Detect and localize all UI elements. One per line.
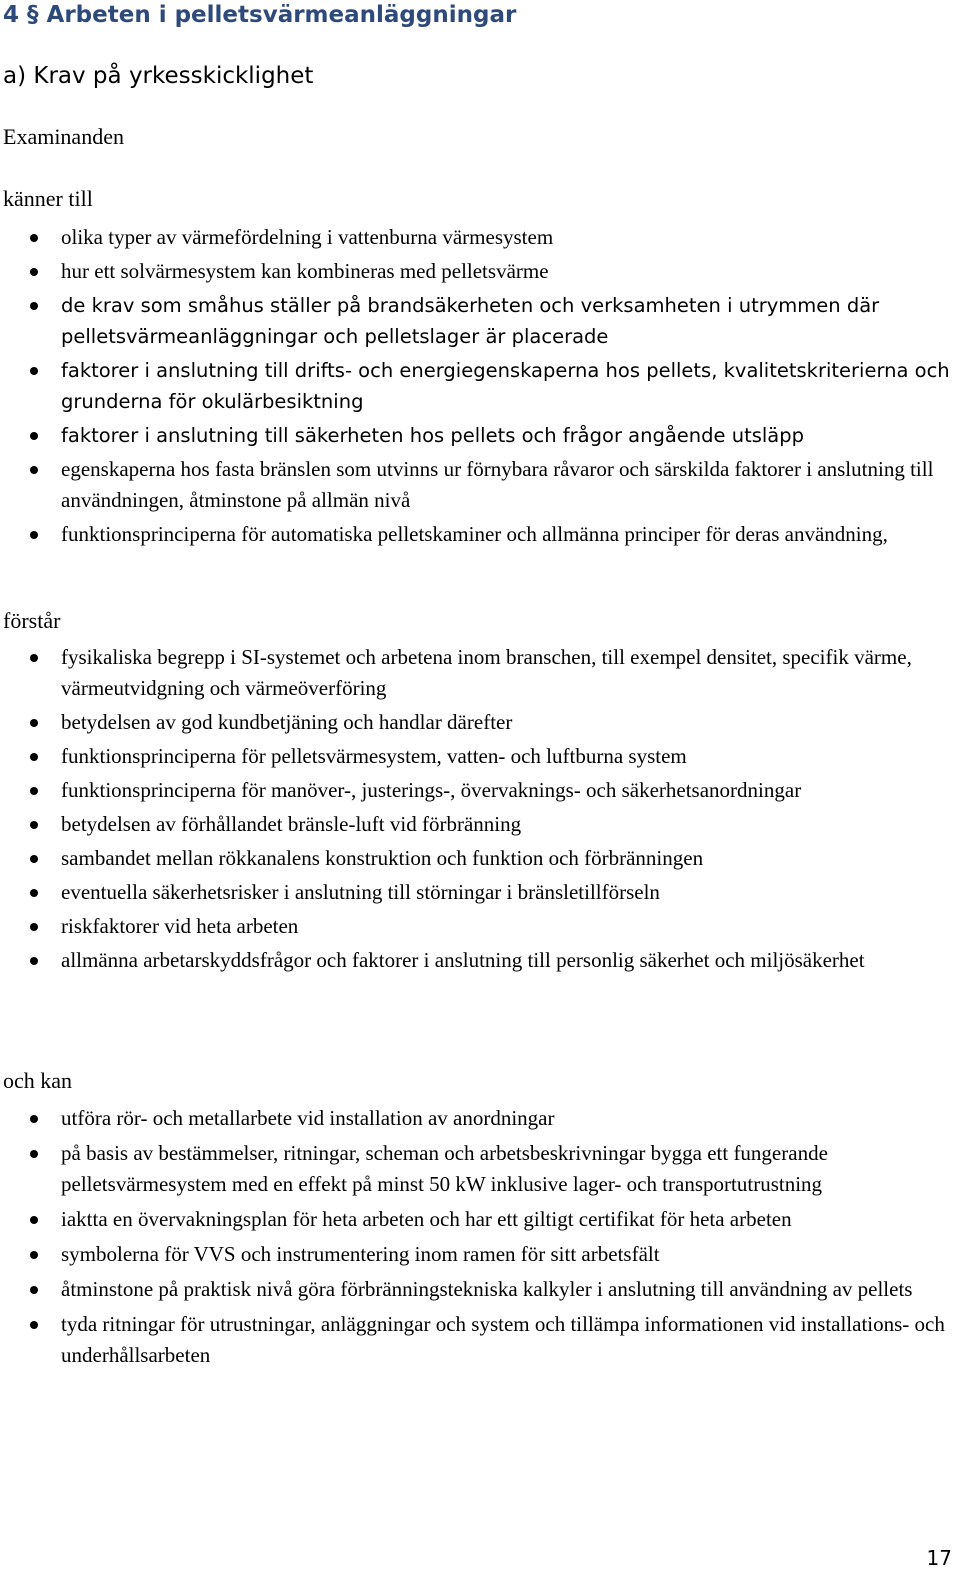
list-item: faktorer i anslutning till drifts- och energiegenskaperna hos pellets, kvalitetskriterierna och grunderna för okulärbesiktning	[0, 355, 960, 417]
list-item: faktorer i anslutning till säkerheten hos pellets och frågor angående utsläpp	[0, 420, 960, 451]
list-item: på basis av bestämmelser, ritningar, scheman och arbetsbeskrivningar bygga ett fungerande pelletsvärmesystem med en effekt på minst 50 kW inklusive lager- och transportutrustning	[0, 1138, 960, 1200]
bullet-list-kanner-till	[0, 222, 960, 553]
list-item: de krav som småhus ställer på brandsäkerheten och verksamheten i utrymmen där pelletsvärmeanläggningar och pelletslager är placerade	[0, 290, 960, 352]
list-item: iaktta en övervakningsplan för heta arbeten och har ett giltigt certifikat för heta arbeten	[0, 1204, 960, 1235]
list-item: funktionsprinciperna för automatiska pelletskaminer och allmänna principer för deras användning,	[0, 519, 960, 550]
list-item: utföra rör- och metallarbete vid installation av anordningar	[0, 1103, 960, 1134]
list-item: riskfaktorer vid heta arbeten	[0, 911, 960, 942]
list-item: betydelsen av förhållandet bränsle-luft vid förbränning	[0, 809, 960, 840]
group-label-kanner-till: känner till	[3, 186, 93, 211]
list-item: fysikaliska begrepp i SI-systemet och arbetena inom branschen, till exempel densitet, specifik värme, värmeutvidgning och värmeöverföring	[0, 642, 960, 704]
list-item: betydelsen av god kundbetjäning och handlar därefter	[0, 707, 960, 738]
bullet-list-forstar	[0, 642, 960, 979]
list-item: symbolerna för VVS och instrumentering inom ramen för sitt arbetsfält	[0, 1239, 960, 1270]
list-item: åtminstone på praktisk nivå göra förbränningstekniska kalkyler i anslutning till användning av pellets	[0, 1274, 960, 1305]
bullet-list-och-kan	[0, 1103, 960, 1375]
list-item: hur ett solvärmesystem kan kombineras med pelletsvärme	[0, 256, 960, 287]
list-item: olika typer av värmefördelning i vattenburna värmesystem	[0, 222, 960, 253]
section-heading: 4 § Arbeten i pelletsvärmeanläggningar	[3, 2, 517, 28]
page-number: 17	[926, 1546, 952, 1570]
list-item: funktionsprinciperna för pelletsvärmesystem, vatten- och luftburna system	[0, 741, 960, 772]
subsection-heading: a) Krav på yrkesskicklighet	[3, 63, 314, 89]
group-label-forstar: förstår	[3, 608, 61, 633]
group-label-och-kan: och kan	[3, 1068, 73, 1093]
list-item: tyda ritningar för utrustningar, anläggningar och system och tillämpa informationen vid installations- och underhållsarbeten	[0, 1309, 960, 1371]
intro-text: Examinanden	[3, 124, 124, 149]
list-item: sambandet mellan rökkanalens konstruktion och funktion och förbränningen	[0, 843, 960, 874]
list-item: egenskaperna hos fasta bränslen som utvinns ur förnybara råvaror och särskilda faktorer i anslutning till användningen, åtminstone på allmän nivå	[0, 454, 960, 516]
list-item: allmänna arbetarskyddsfrågor och faktorer i anslutning till personlig säkerhet och miljösäkerhet	[0, 945, 960, 976]
list-item: funktionsprinciperna för manöver-, justerings-, övervaknings- och säkerhetsanordningar	[0, 775, 960, 806]
list-item: eventuella säkerhetsrisker i anslutning till störningar i bränsletillförseln	[0, 877, 960, 908]
